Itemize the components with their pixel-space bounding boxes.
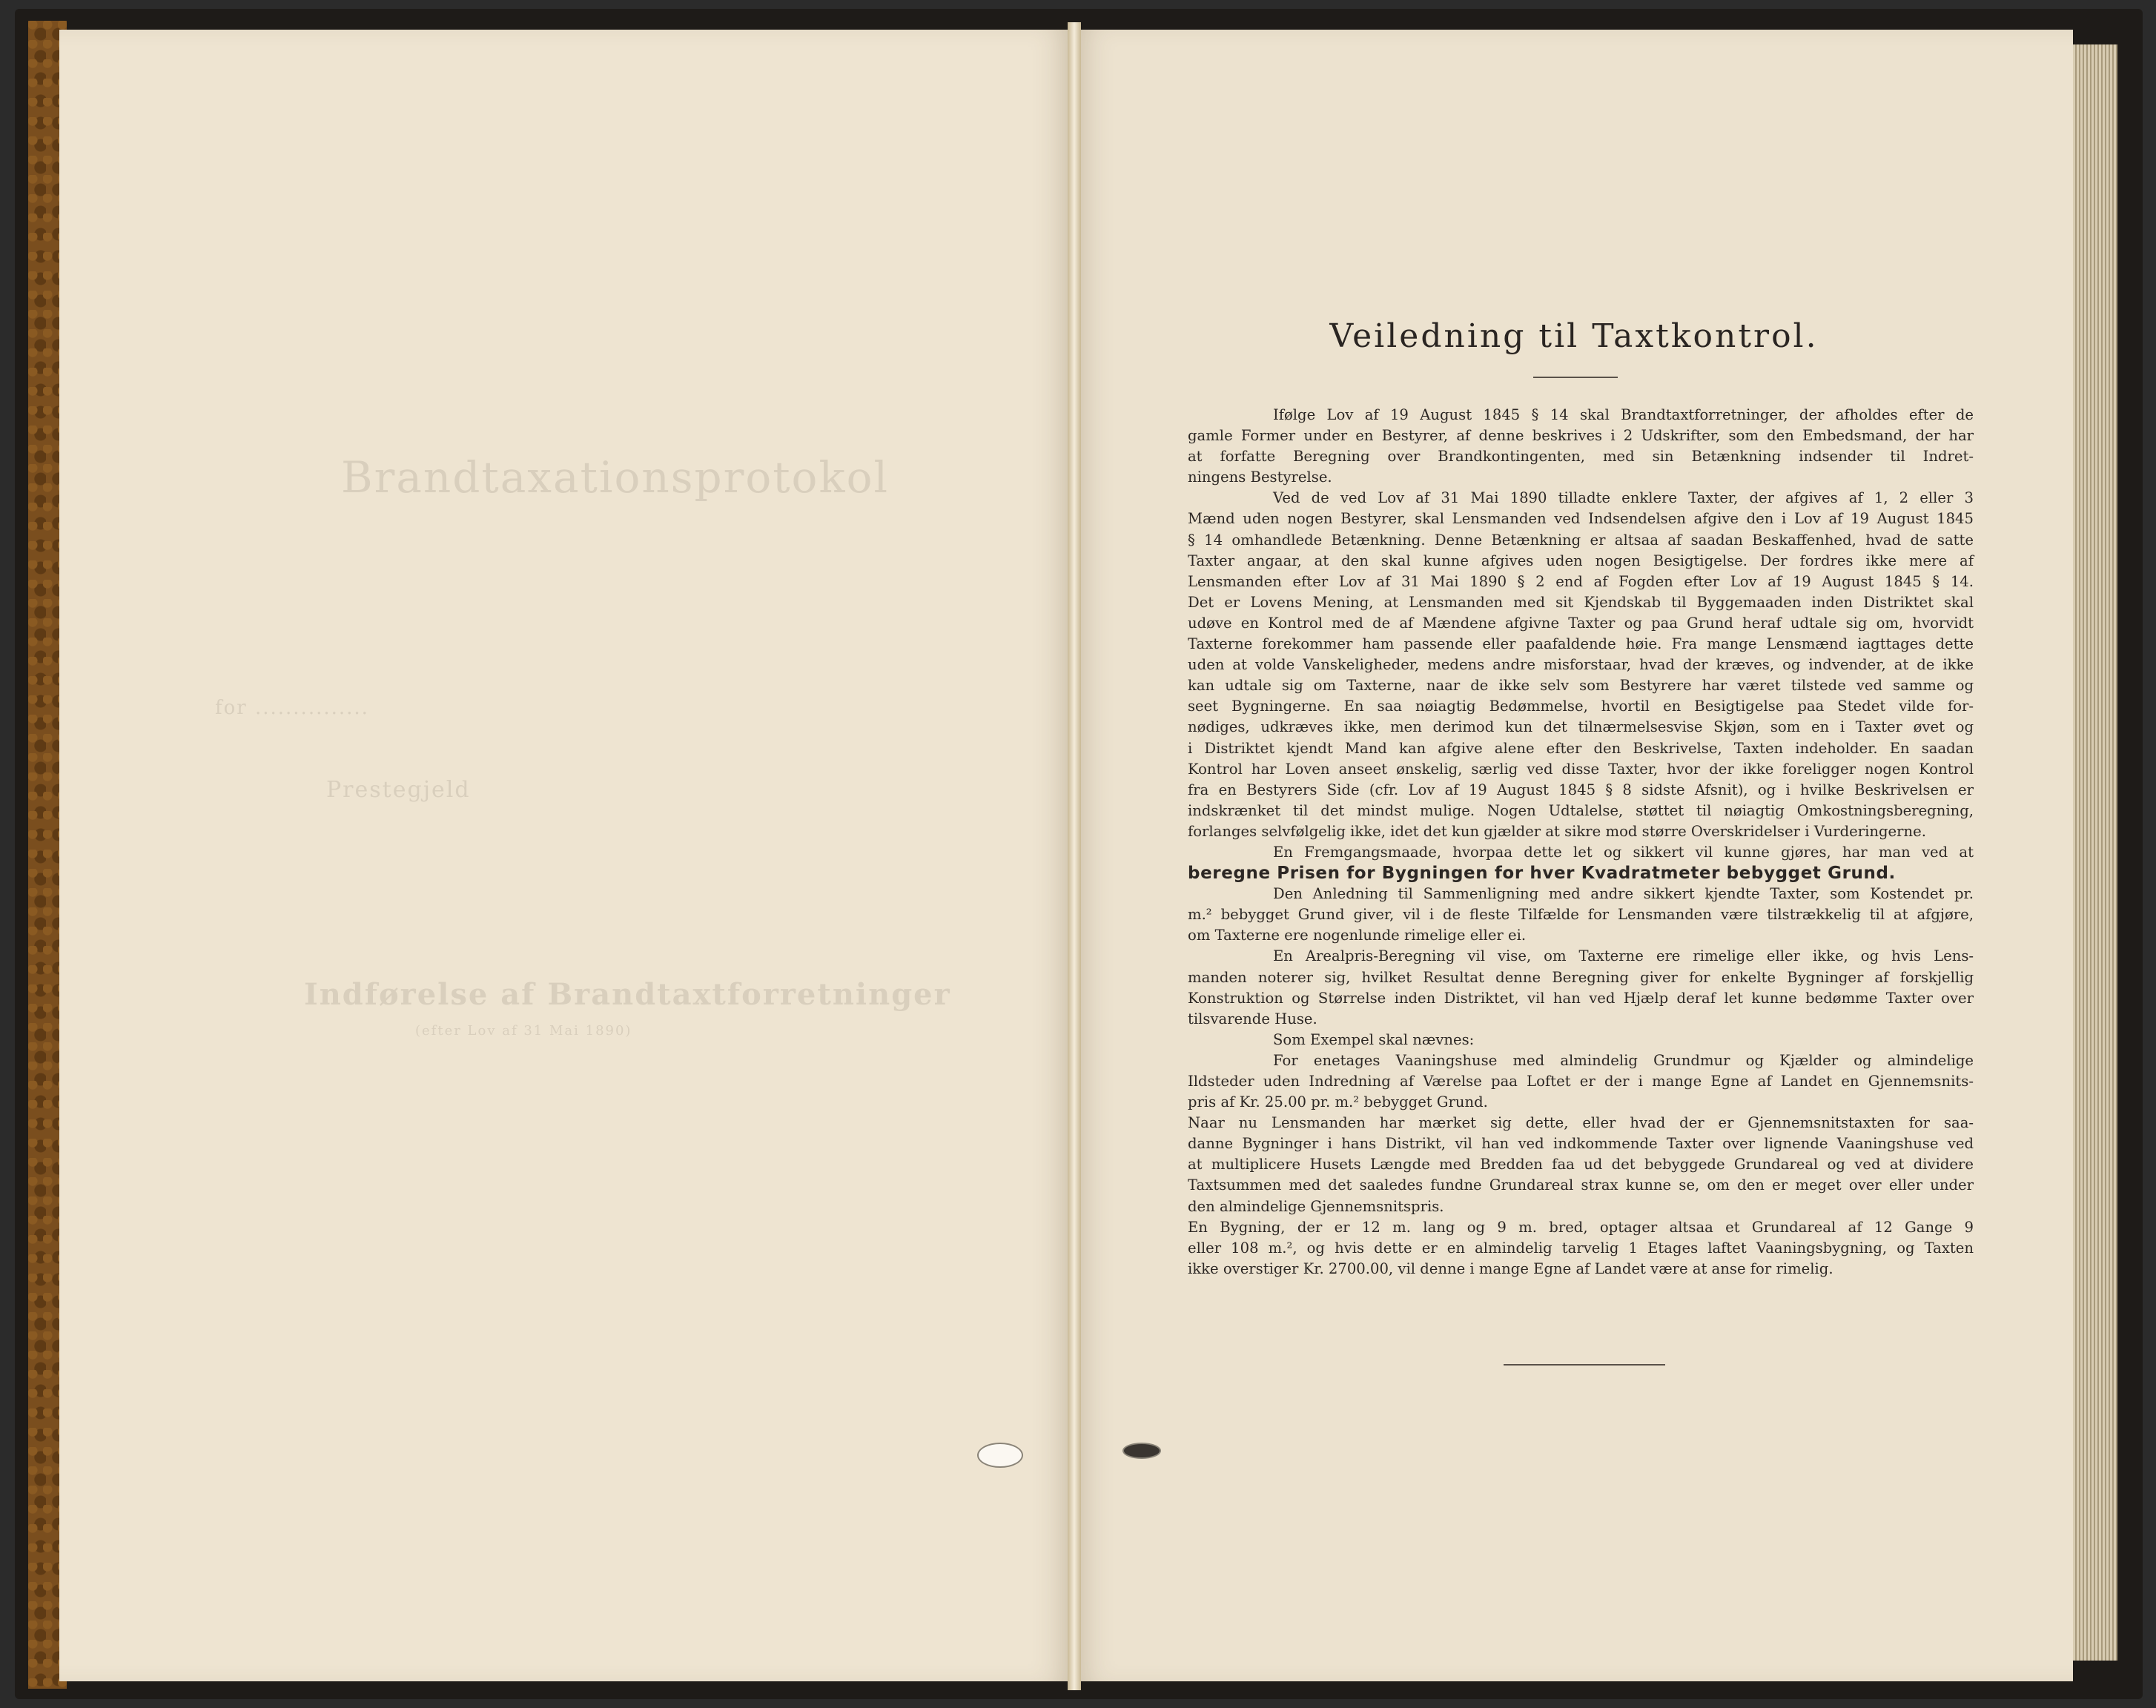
text-line: at forfatte Beregning over Brandkontingenten, med sin Betænkning indsender til Indret- [1188,448,1974,466]
bleedthrough-line: Prestegjeld [326,777,471,803]
end-rule [1504,1364,1665,1366]
text-line: den almindelige Gjennemsnitspris. [1188,1197,1444,1215]
text-line: udøve en Kontrol med de af Mændene afgivne Taxter og paa Grund heraf udtale sig om, hvorvidt [1188,614,1974,632]
text-line: Kontrol har Loven anseet ønskelig, særlig ved disse Taxter, hvor der ikke foreligger nogen Kontrol [1188,760,1974,778]
text-line: Lensmanden efter Lov af 31 Mai 1890 § 2 end af Fogden efter Lov af 19 August 1845 § 14. [1188,572,1974,590]
text-line: i Distriktet kjendt Mand kan afgive alene efter den Beskrivelse, Taxten indeholder. En saadan [1188,739,1974,757]
page-edges [2073,44,2117,1661]
text-line: Mænd uden nogen Bestyrer, skal Lensmanden ved Indsendelsen afgive den i Lov af 19 August 1845 [1188,510,1974,528]
text-line: om Taxterne ere nogenlunde rimelige eller ei. [1188,927,1527,944]
text-line: Ved de ved Lov af 31 Mai 1890 tilladte enklere Taxter, der afgives af 1, 2 eller 3 [1273,489,1974,507]
text-line: Taxter angaar, at den skal kunne afgives uden nogen Besigtigelse. Der fordres ikke mere af [1188,552,1974,569]
text-line: pris af Kr. 25.00 pr. m.² bebygget Grund. [1188,1093,1488,1111]
bleedthrough-line: for ............... [215,697,369,719]
body-text [1188,405,1974,1280]
text-line: nødiges, udkræves ikke, men derimod kun det tilnærmelsesvise Skjøn, som en i Taxter øvet og [1188,718,1974,736]
text-line: indskrænket til det mindst mulige. Nogen Udtalelse, støttet til nøiagtig Omkostningsberegning, [1188,801,1974,819]
text-line: kan udtale sig om Taxterne, naar de ikke selv som Bestyrere har været tilstede ved samme og [1188,677,1974,695]
text-line: Den Anledning til Sammenligning med andre sikkert kjendte Taxter, som Kostendet pr. [1273,885,1974,903]
text-line: Ildsteder uden Indredning af Værelse paa Loftet er der i mange Egne af Landet en Gjennemsnits- [1188,1073,1974,1090]
text-line: beregne Prisen for Bygningen for hver Kvadratmeter bebygget Grund. [1188,864,1896,884]
text-line: Taxterne forekommer ham passende eller paafaldende høie. Fra mange Lensmænd iagttages dette [1188,635,1974,653]
text-line: En Arealpris-Beregning vil vise, om Taxterne ere rimelige eller ikke, og hvis Lens- [1273,947,1974,965]
text-line: ningens Bestyrelse. [1188,469,1332,486]
text-line: manden noterer sig, hvilket Resultat denne Beregning giver for enkelte Bygninger af forskjellig [1188,968,1974,986]
text-line: gamle Former under en Bestyrer, af denne beskrives i 2 Udskrifter, som den Embedsmand, der har [1188,427,1974,445]
binding-hole [1122,1443,1161,1459]
text-line: eller 108 m.², og hvis dette er en almindelig tarvelig 1 Etages laftet Vaaningsbygning, og Taxten [1188,1239,1974,1257]
text-line: fra en Bestyrers Side (cfr. Lov af 19 August 1845 § 8 sidste Afsnit), og i hvilke Beskrivelsen er [1188,781,1974,798]
text-line: uden at volde Vanskeligheder, medens andre misforstaar, hvad der kræves, og indvender, at de ikke [1188,656,1974,674]
text-line: Konstruktion og Størrelse inden Distriktet, vil han ved Hjælp deraf let kunne bedømme Taxter over [1188,989,1974,1007]
text-line: ikke overstiger Kr. 2700.00, vil denne i mange Egne af Landet være at anse for rimelig. [1188,1260,1833,1277]
text-line: danne Bygninger i hans Distrikt, vil han ved indkommende Taxter over lignende Vaaningshuse ved [1188,1135,1974,1153]
title-rule [1533,377,1618,378]
bleedthrough-title: Brandtaxationsprotokol [341,452,890,503]
left-page [59,30,1071,1681]
text-line: Ifølge Lov af 19 August 1845 § 14 skal Brandtaxtforretninger, der afholdes efter de [1273,406,1974,423]
text-line: En Fremgangsmaade, hvorpaa dette let og sikkert vil kunne gjøres, har man ved at [1273,843,1974,861]
text-line: § 14 omhandlede Betænkning. Denne Betænkning er altsaa af saadan Beskaffenhed, hvad de satte [1188,531,1974,549]
page-title: Veiledning til Taxtkontrol. [1329,317,1819,355]
binding-hole [977,1443,1023,1468]
book-gutter [1068,22,1081,1690]
bleedthrough-line: Indførelse af Brandtaxtforretninger [304,977,951,1012]
text-line: Taxtsummen med det saaledes fundne Grundareal strax kunne se, om den er meget over eller under [1188,1176,1974,1194]
text-line: forlanges selvfølgelig ikke, idet det kun gjælder at sikre mod større Overskridelser i Vurderingerne. [1188,822,1926,840]
bleedthrough-line: (efter Lov af 31 Mai 1890) [415,1023,632,1039]
text-line: m.² bebygget Grund giver, vil i de fleste Tilfælde for Lensmanden være tilstrækkelig til at afgjøre, [1188,906,1974,924]
text-line: Naar nu Lensmanden har mærket sig dette, eller hvad der er Gjennemsnitstaxten for saa- [1188,1114,1974,1132]
text-line: tilsvarende Huse. [1188,1010,1317,1027]
text-line: seet Bygningerne. En saa nøiagtig Bedømmelse, hvortil en Besigtigelse paa Stedet vilde for- [1188,698,1974,715]
text-line: at multiplicere Husets Længde med Bredden faa ud det bebyggede Grundareal og ved at dividere [1188,1156,1974,1174]
text-line: Det er Lovens Mening, at Lensmanden med sit Kjendskab til Byggemaaden inden Distriktet skal [1188,593,1974,611]
text-line: Som Exempel skal nævnes: [1273,1030,1475,1048]
text-line: En Bygning, der er 12 m. lang og 9 m. bred, optager altsaa et Grundareal af 12 Gange 9 [1188,1218,1974,1236]
text-line: For enetages Vaaningshuse med almindelig Grundmur og Kjælder og almindelige [1273,1051,1974,1069]
